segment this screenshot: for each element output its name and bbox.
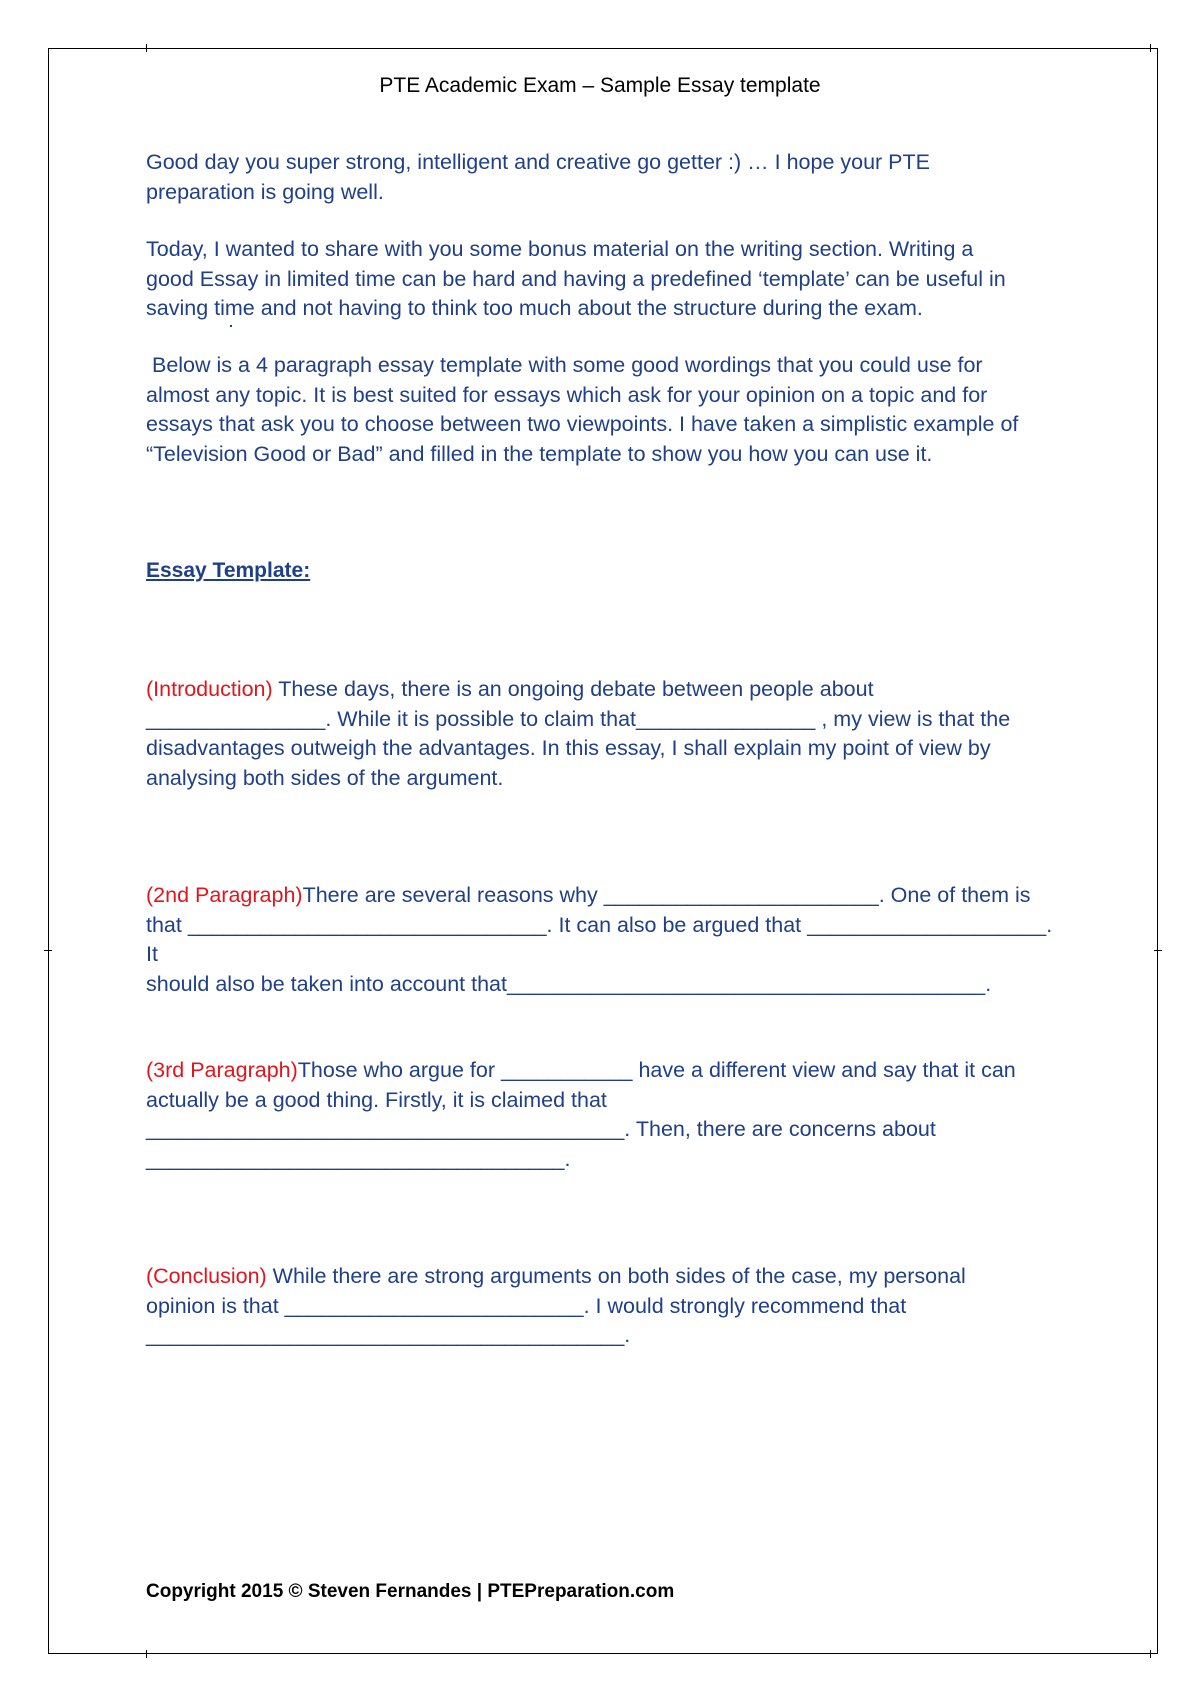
third-paragraph — [146, 1056, 1066, 1174]
frame-tick — [146, 44, 147, 52]
copyright-footer: Copyright 2015 © Steven Fernandes | PTEPreparation.com — [146, 1581, 675, 1602]
frame-tick — [1150, 44, 1151, 52]
introduction-body — [146, 675, 1066, 793]
intro-text-2: Today, I wanted to share with you some bonus material on the writing section. Writing a good Essay in limited time can be hard and having a predefined ‘template’ can be useful in saving time and not having to think too much about the structure during the exam. — [146, 237, 1006, 320]
third-text: Those who argue for ___________ have a different view and say that it can actually be a good thing. Firstly, it is claimed that ________________________________________. Then, there are concerns about ___________________________________. — [146, 1058, 1016, 1171]
second-text: There are several reasons why _______________________. One of them is that ______________________________. It can also be argued that ____________________. It should also be taken into account that________________________________________. — [146, 883, 1053, 996]
essay-template-heading: Essay Template: — [146, 559, 311, 582]
third-body — [146, 1056, 1066, 1174]
intro-paragraph-3 — [146, 351, 1066, 469]
page-title: PTE Academic Exam – Sample Essay template — [379, 74, 821, 97]
stray-dot — [230, 325, 232, 327]
introduction-label: (Introduction) — [146, 677, 273, 701]
introduction-text: These days, there is an ongoing debate between people about _______________. While it is possible to claim that_______________ , my view is that the disadvantages outweigh the advantages. In this essay, I shall explain my point of view by analysing both sides of the argument. — [146, 677, 1011, 790]
third-label: (3rd Paragraph) — [146, 1058, 298, 1082]
second-body — [146, 881, 1066, 999]
frame-tick — [44, 950, 52, 951]
frame-tick — [1150, 1650, 1151, 1658]
second-label: (2nd Paragraph) — [146, 883, 303, 907]
conclusion-label: (Conclusion) — [146, 1264, 267, 1288]
frame-tick — [1154, 950, 1162, 951]
frame-tick — [146, 1650, 147, 1658]
intro-paragraph-1 — [146, 148, 1066, 207]
conclusion-paragraph — [146, 1262, 1066, 1351]
intro-paragraph-2 — [146, 235, 1066, 324]
conclusion-body — [146, 1262, 1066, 1351]
intro-text-1: Good day you super strong, intelligent and creative go getter :) … I hope your PTE preparation is going well. — [146, 150, 930, 204]
introduction-paragraph — [146, 675, 1066, 793]
intro-text-3: Below is a 4 paragraph essay template with some good wordings that you could use for almost any topic. It is best suited for essays which ask for your opinion on a topic and for essays that ask you to choose between two viewpoints. I have taken a simplistic example of “Television Good or Bad” and filled in the template to show you how you can use it. — [146, 353, 1019, 466]
conclusion-text: While there are strong arguments on both sides of the case, my personal opinion is that _________________________. I would strongly recommend that ________________________________________. — [146, 1264, 966, 1347]
second-paragraph — [146, 881, 1066, 999]
